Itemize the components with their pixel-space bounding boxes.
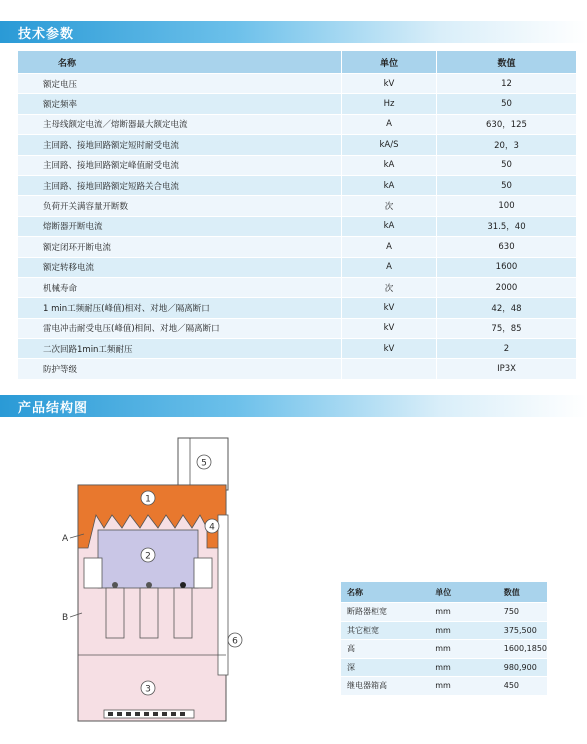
spec-cell-unit: 次 <box>342 277 437 297</box>
spec-cell-value: 630，125 <box>437 114 577 134</box>
spec-cell-value: 42，48 <box>437 298 577 318</box>
label-b: B <box>62 613 69 623</box>
spec-cell-name: 1 min工频耐压(峰值)相对、对地／隔离断口 <box>18 298 342 318</box>
callout-2: 2 <box>145 551 151 562</box>
spec-table-row <box>18 277 576 297</box>
spec-cell-name: 额定电压 <box>18 74 342 94</box>
spec-cell-unit: Hz <box>342 94 437 114</box>
spec-cell-name: 主回路、接地回路额定峰值耐受电流 <box>18 155 342 175</box>
dim-table-row <box>341 658 547 677</box>
spec-cell-value: 50 <box>437 155 577 175</box>
structure-header-bar <box>0 395 587 417</box>
dim-table-row <box>341 621 547 640</box>
spec-table-row <box>18 257 576 277</box>
vent-grill <box>104 710 194 718</box>
spec-cell-unit: A <box>342 237 437 257</box>
spec-cell-value: 1600 <box>437 257 577 277</box>
spec-header-value: 数值 <box>437 51 577 74</box>
spec-cell-unit: kV <box>342 298 437 318</box>
dim-cell-unit: mm <box>417 603 493 622</box>
dim-cell-unit: mm <box>417 621 493 640</box>
spec-table-row <box>18 339 576 359</box>
spec-cell-value: 2 <box>437 339 577 359</box>
spec-cell-value: 50 <box>437 94 577 114</box>
callout-1: 1 <box>145 494 151 505</box>
spec-cell-unit <box>342 359 437 379</box>
spec-cell-unit: kV <box>342 74 437 94</box>
dim-table-body <box>341 603 547 696</box>
spec-table-row <box>18 216 576 236</box>
contact-3 <box>180 582 186 588</box>
spec-table-row <box>18 74 576 94</box>
spec-cell-unit: kA <box>342 175 437 195</box>
dim-cell-name: 其它柜宽 <box>341 621 417 640</box>
spec-table-header-row <box>18 51 576 74</box>
dim-table-row <box>341 677 547 696</box>
dim-table-row <box>341 603 547 622</box>
side-panel <box>218 515 228 675</box>
spec-table-row <box>18 318 576 338</box>
spec-header-name: 名称 <box>18 51 342 74</box>
dim-cell-value: 980,900 <box>494 658 547 677</box>
spec-table <box>18 51 576 380</box>
callout-3: 3 <box>145 684 151 695</box>
dim-header-unit: 单位 <box>417 582 493 603</box>
spec-cell-unit: kA <box>342 216 437 236</box>
spec-cell-name: 额定频率 <box>18 94 342 114</box>
spec-cell-unit: 次 <box>342 196 437 216</box>
dim-cell-name: 高 <box>341 640 417 659</box>
spec-cell-value: 75，85 <box>437 318 577 338</box>
fuse-3 <box>174 588 192 638</box>
spec-cell-name: 熔断器开断电流 <box>18 216 342 236</box>
spec-cell-unit: kV <box>342 339 437 359</box>
spec-table-row <box>18 94 576 114</box>
spec-table-row <box>18 359 576 379</box>
dim-cell-name: 继电器箱高 <box>341 677 417 696</box>
callout-6: 6 <box>232 636 238 647</box>
spec-table-row <box>18 155 576 175</box>
spec-cell-name: 防护等级 <box>18 359 342 379</box>
fuse-2 <box>140 588 158 638</box>
dim-cell-unit: mm <box>417 640 493 659</box>
dim-table-header-row <box>341 582 547 603</box>
dim-header-value: 数值 <box>494 582 547 603</box>
spec-cell-unit: A <box>342 257 437 277</box>
dim-cell-name: 断路器柜宽 <box>341 603 417 622</box>
spec-cell-name: 主母线额定电流／熔断器最大额定电流 <box>18 114 342 134</box>
spec-cell-unit: A <box>342 114 437 134</box>
callout-5: 5 <box>201 458 207 469</box>
tech-params-title: 技术参数 <box>18 27 75 42</box>
fuse-1 <box>106 588 124 638</box>
contact-2 <box>146 582 152 588</box>
dim-cell-name: 深 <box>341 658 417 677</box>
contact-1 <box>112 582 118 588</box>
spec-cell-value: IP3X <box>437 359 577 379</box>
label-a: A <box>62 534 69 544</box>
spec-cell-value: 630 <box>437 237 577 257</box>
spec-cell-name: 主回路、接地回路额定短时耐受电流 <box>18 135 342 155</box>
spec-cell-name: 额定转移电流 <box>18 257 342 277</box>
spec-header-unit: 单位 <box>342 51 437 74</box>
tech-params-header-bar <box>0 21 587 43</box>
spec-table-row <box>18 196 576 216</box>
dim-cell-value: 450 <box>494 677 547 696</box>
spec-cell-value: 100 <box>437 196 577 216</box>
spec-table-row <box>18 175 576 195</box>
spec-cell-value: 2000 <box>437 277 577 297</box>
spec-cell-unit: kA <box>342 155 437 175</box>
dim-cell-value: 750 <box>494 603 547 622</box>
dim-cell-value: 1600,1850 <box>494 640 547 659</box>
dim-header-name: 名称 <box>341 582 417 603</box>
spec-cell-unit: kA/S <box>342 135 437 155</box>
spec-cell-name: 额定闭环开断电流 <box>18 237 342 257</box>
callout-4: 4 <box>209 522 215 533</box>
spec-cell-name: 主回路、接地回路额定短路关合电流 <box>18 175 342 195</box>
spec-cell-value: 12 <box>437 74 577 94</box>
spec-table-row <box>18 298 576 318</box>
dim-cell-unit: mm <box>417 677 493 696</box>
dim-cell-unit: mm <box>417 658 493 677</box>
right-bracket <box>194 558 212 588</box>
spec-cell-value: 20，3 <box>437 135 577 155</box>
spec-cell-unit: kV <box>342 318 437 338</box>
spec-cell-value: 31.5，40 <box>437 216 577 236</box>
dim-cell-value: 375,500 <box>494 621 547 640</box>
spec-cell-name: 雷电冲击耐受电压(峰值)相间、对地／隔离断口 <box>18 318 342 338</box>
structure-diagram <box>0 430 330 744</box>
structure-title: 产品结构图 <box>18 401 89 416</box>
dim-table-row <box>341 640 547 659</box>
spec-table-body <box>18 74 576 380</box>
spec-table-row <box>18 135 576 155</box>
spec-cell-value: 50 <box>437 175 577 195</box>
spec-table-row <box>18 237 576 257</box>
spec-table-row <box>18 114 576 134</box>
spec-cell-name: 负荷开关满容量开断数 <box>18 196 342 216</box>
left-bracket <box>84 558 102 588</box>
dimension-table <box>341 582 547 696</box>
spec-cell-name: 二次回路1min工频耐压 <box>18 339 342 359</box>
spec-cell-name: 机械寿命 <box>18 277 342 297</box>
